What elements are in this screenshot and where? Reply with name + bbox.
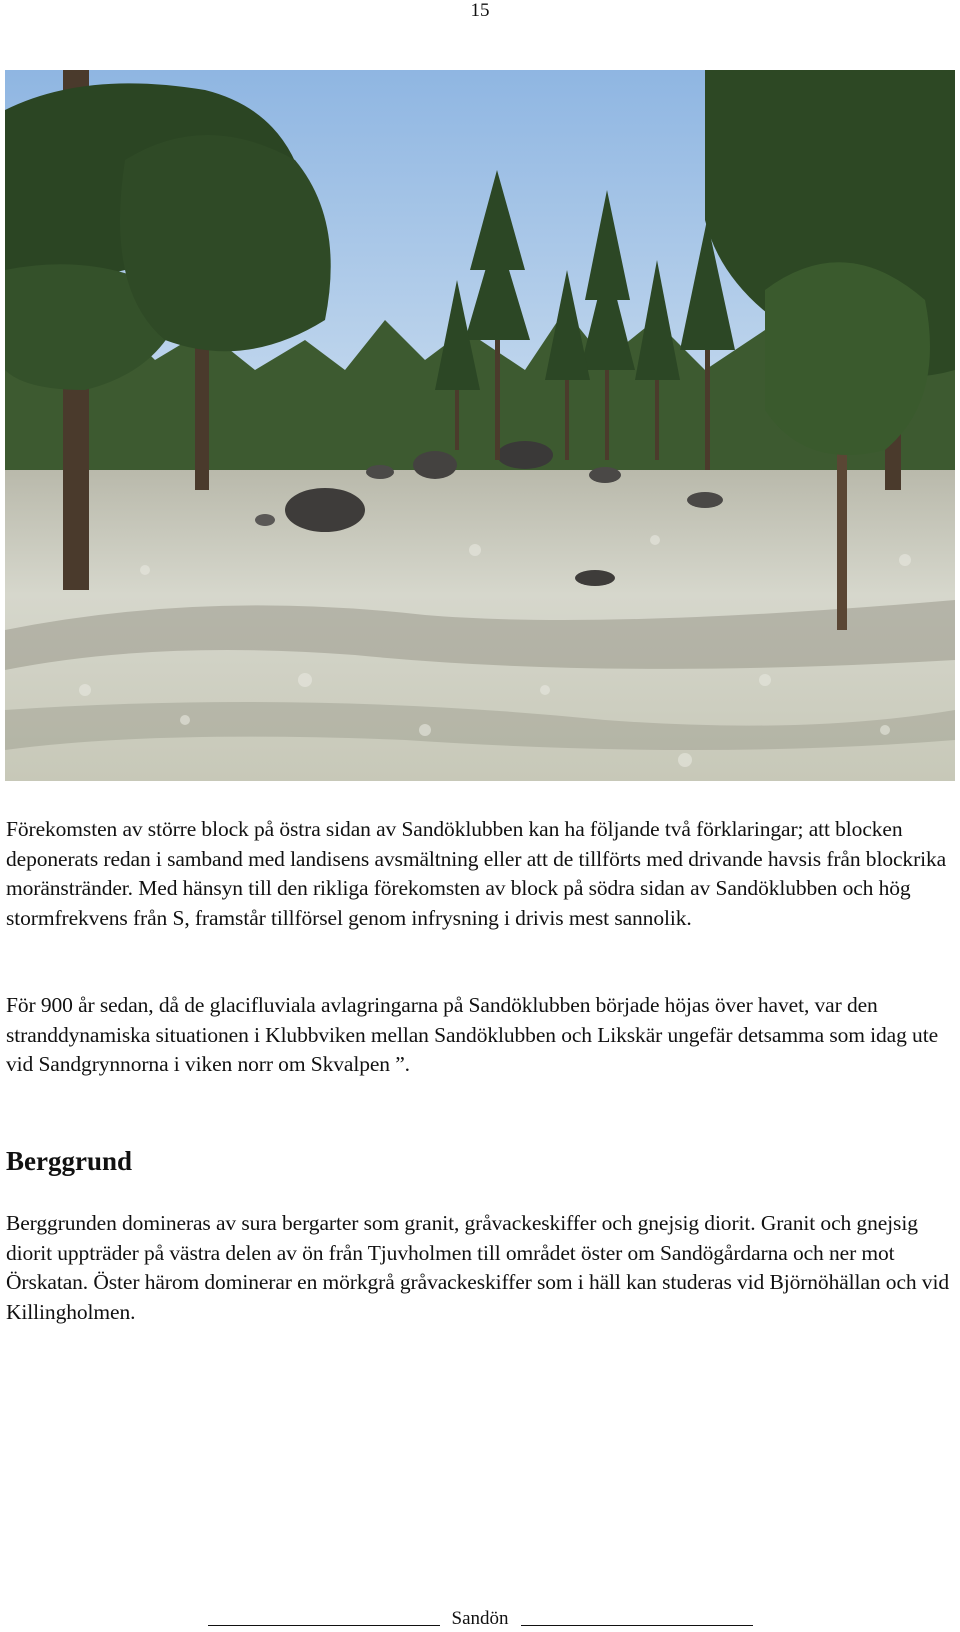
page-number: 15 <box>470 0 490 21</box>
boulder <box>255 514 275 526</box>
boulder <box>497 441 553 469</box>
photo-illustration <box>5 70 955 781</box>
footer-rule-right <box>521 1625 753 1626</box>
forest-landscape-photo <box>5 70 955 781</box>
paragraph-history: För 900 år sedan, då de glacifluviala avlagringarna på Sandöklubben började höjas över havet, var den stranddynamiska situationen i Klubbviken mellan Sandöklubben och Likskär ungefär detsamma som idag ute vid Sandgrynnorna i viken norr om Skvalpen ”. <box>6 993 939 1076</box>
paragraph-boulders: Förekomsten av större block på östra sidan av Sandöklubben kan ha följande två förklaringar; att blocken deponerats redan i samband med landisens avsmältning eller att de tillförts med drivande havsis från blockrika moränstränder. Med hänsyn till den rikliga förekomsten av block på södra sidan av Sandöklubben och hög stormfrekvens från S, framstår tillförsel genom infrysning i drivis mest sannolik. <box>6 817 947 930</box>
boulder <box>285 488 365 532</box>
paragraph-bedrock: Berggrunden domineras av sura bergarter som granit, gråvackeskiffer och gnejsig diorit. Granit och gnejsig diorit uppträder på västra delen av ön från Tjuvholmen till området öster om Sandögårdarna och ner mot Örskatan. Öster härom dominerar en mörkgrå gråvackeskiffer som i häll kan studeras vid Björnöhällan och vid Killingholmen. <box>6 1211 949 1324</box>
page-footer <box>0 1608 960 1630</box>
boulder <box>589 467 621 483</box>
section-heading: Berggrund <box>6 1146 133 1176</box>
footer-rule-left <box>208 1625 440 1626</box>
boulder <box>575 570 615 586</box>
boulder <box>687 492 723 508</box>
footer-label: Sandön <box>451 1608 509 1629</box>
boulder <box>413 451 457 479</box>
boulder <box>366 465 394 479</box>
